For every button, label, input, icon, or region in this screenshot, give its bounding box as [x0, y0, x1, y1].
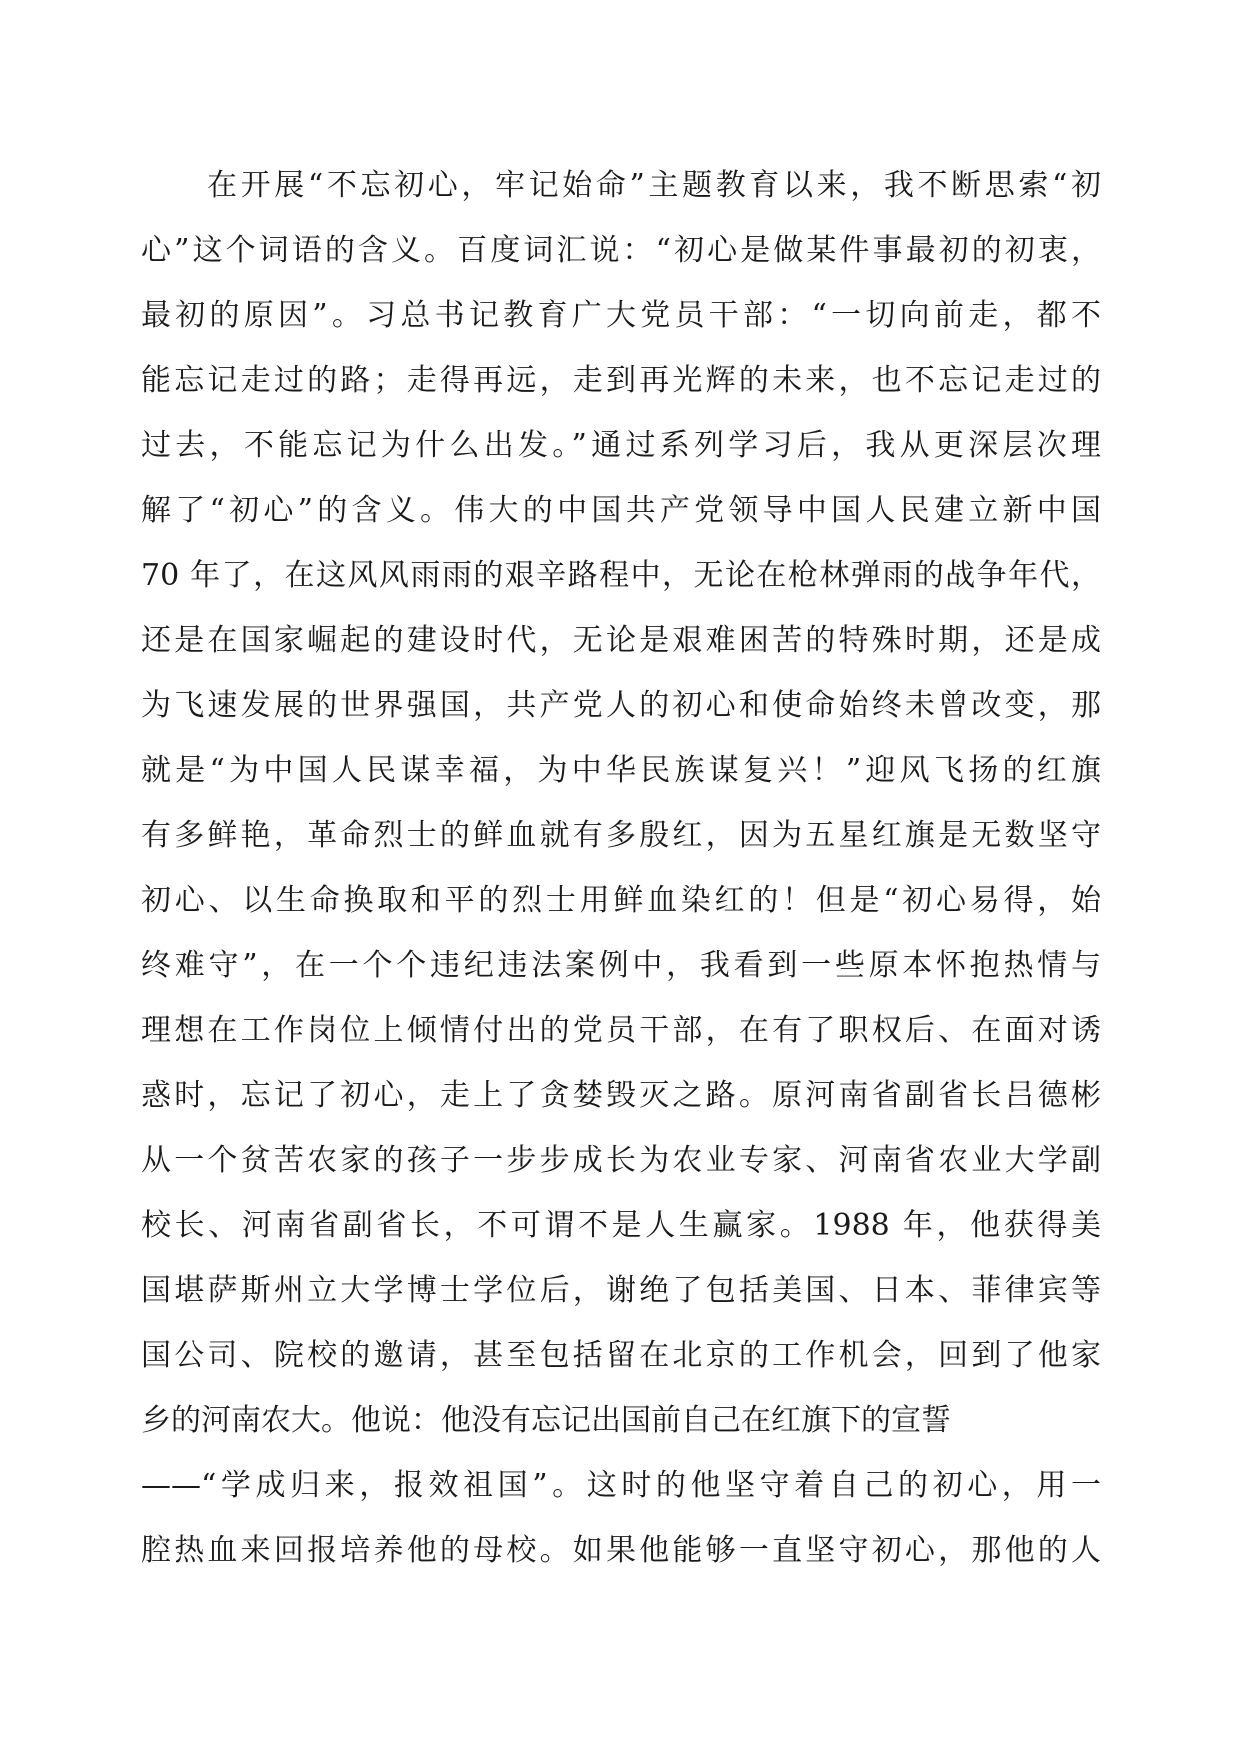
text-line: 终难守”，在一个个违纪违法案例中，我看到一些原本怀抱热情与 — [141, 948, 1101, 983]
text-line: 从一个贫苦农家的孩子一步步成长为农业专家、河南省农业大学副 — [141, 1143, 1101, 1178]
text-line: 校长、河南省副省长，不可谓不是人生赢家。1988 年，他获得美 — [141, 1208, 1101, 1243]
text-line: 还是在国家崛起的建设时代，无论是艰难困苦的特殊时期，还是成 — [141, 623, 1101, 658]
text-line: 腔热血来回报培养他的母校。如果他能够一直坚守初心，那他的人 — [141, 1533, 1101, 1568]
text-line: 为飞速发展的世界强国，共产党人的初心和使命始终未曾改变，那 — [141, 688, 1101, 723]
text-line: 解了“初心”的含义。伟大的中国共产党领导中国人民建立新中国 — [141, 493, 1101, 528]
body-paragraph — [141, 160, 1101, 1590]
text-line: ——“学成归来，报效祖国”。这时的他坚守着自己的初心，用一 — [141, 1468, 1101, 1503]
text-line: 在开展“不忘初心，牢记始命”主题教育以来，我不断思索“初 — [207, 168, 1101, 203]
text-line: 惑时，忘记了初心，走上了贪婪毁灭之路。原河南省副省长吕德彬 — [141, 1078, 1101, 1113]
text-line: 国堪萨斯州立大学博士学位后，谢绝了包括美国、日本、菲律宾等 — [141, 1273, 1101, 1308]
text-line: 就是“为中国人民谋幸福，为中华民族谋复兴！”迎风飞扬的红旗 — [141, 753, 1101, 788]
text-line: 国公司、院校的邀请，甚至包括留在北京的工作机会，回到了他家 — [141, 1338, 1101, 1373]
text-line: 初心、以生命换取和平的烈士用鲜血染红的！但是“初心易得，始 — [141, 883, 1101, 918]
text-line: 心”这个词语的含义。百度词汇说：“初心是做某件事最初的初衷， — [141, 233, 1101, 268]
text-line: 最初的原因”。习总书记教育广大党员干部：“一切向前走，都不 — [141, 298, 1101, 333]
text-line: 有多鲜艳，革命烈士的鲜血就有多殷红，因为五星红旗是无数坚守 — [141, 818, 1101, 853]
text-line: 过去，不能忘记为什么出发。”通过系列学习后，我从更深层次理 — [141, 428, 1101, 463]
text-line: 理想在工作岗位上倾情付出的党员干部，在有了职权后、在面对诱 — [141, 1013, 1101, 1048]
text-line: 能忘记走过的路；走得再远，走到再光辉的未来，也不忘记走过的 — [141, 363, 1101, 398]
text-line: 70 年了，在这风风雨雨的艰辛路程中，无论在枪林弹雨的战争年代， — [141, 558, 1101, 593]
text-line: 乡的河南农大。他说：他没有忘记出国前自己在红旗下的宣誓 — [141, 1403, 951, 1438]
